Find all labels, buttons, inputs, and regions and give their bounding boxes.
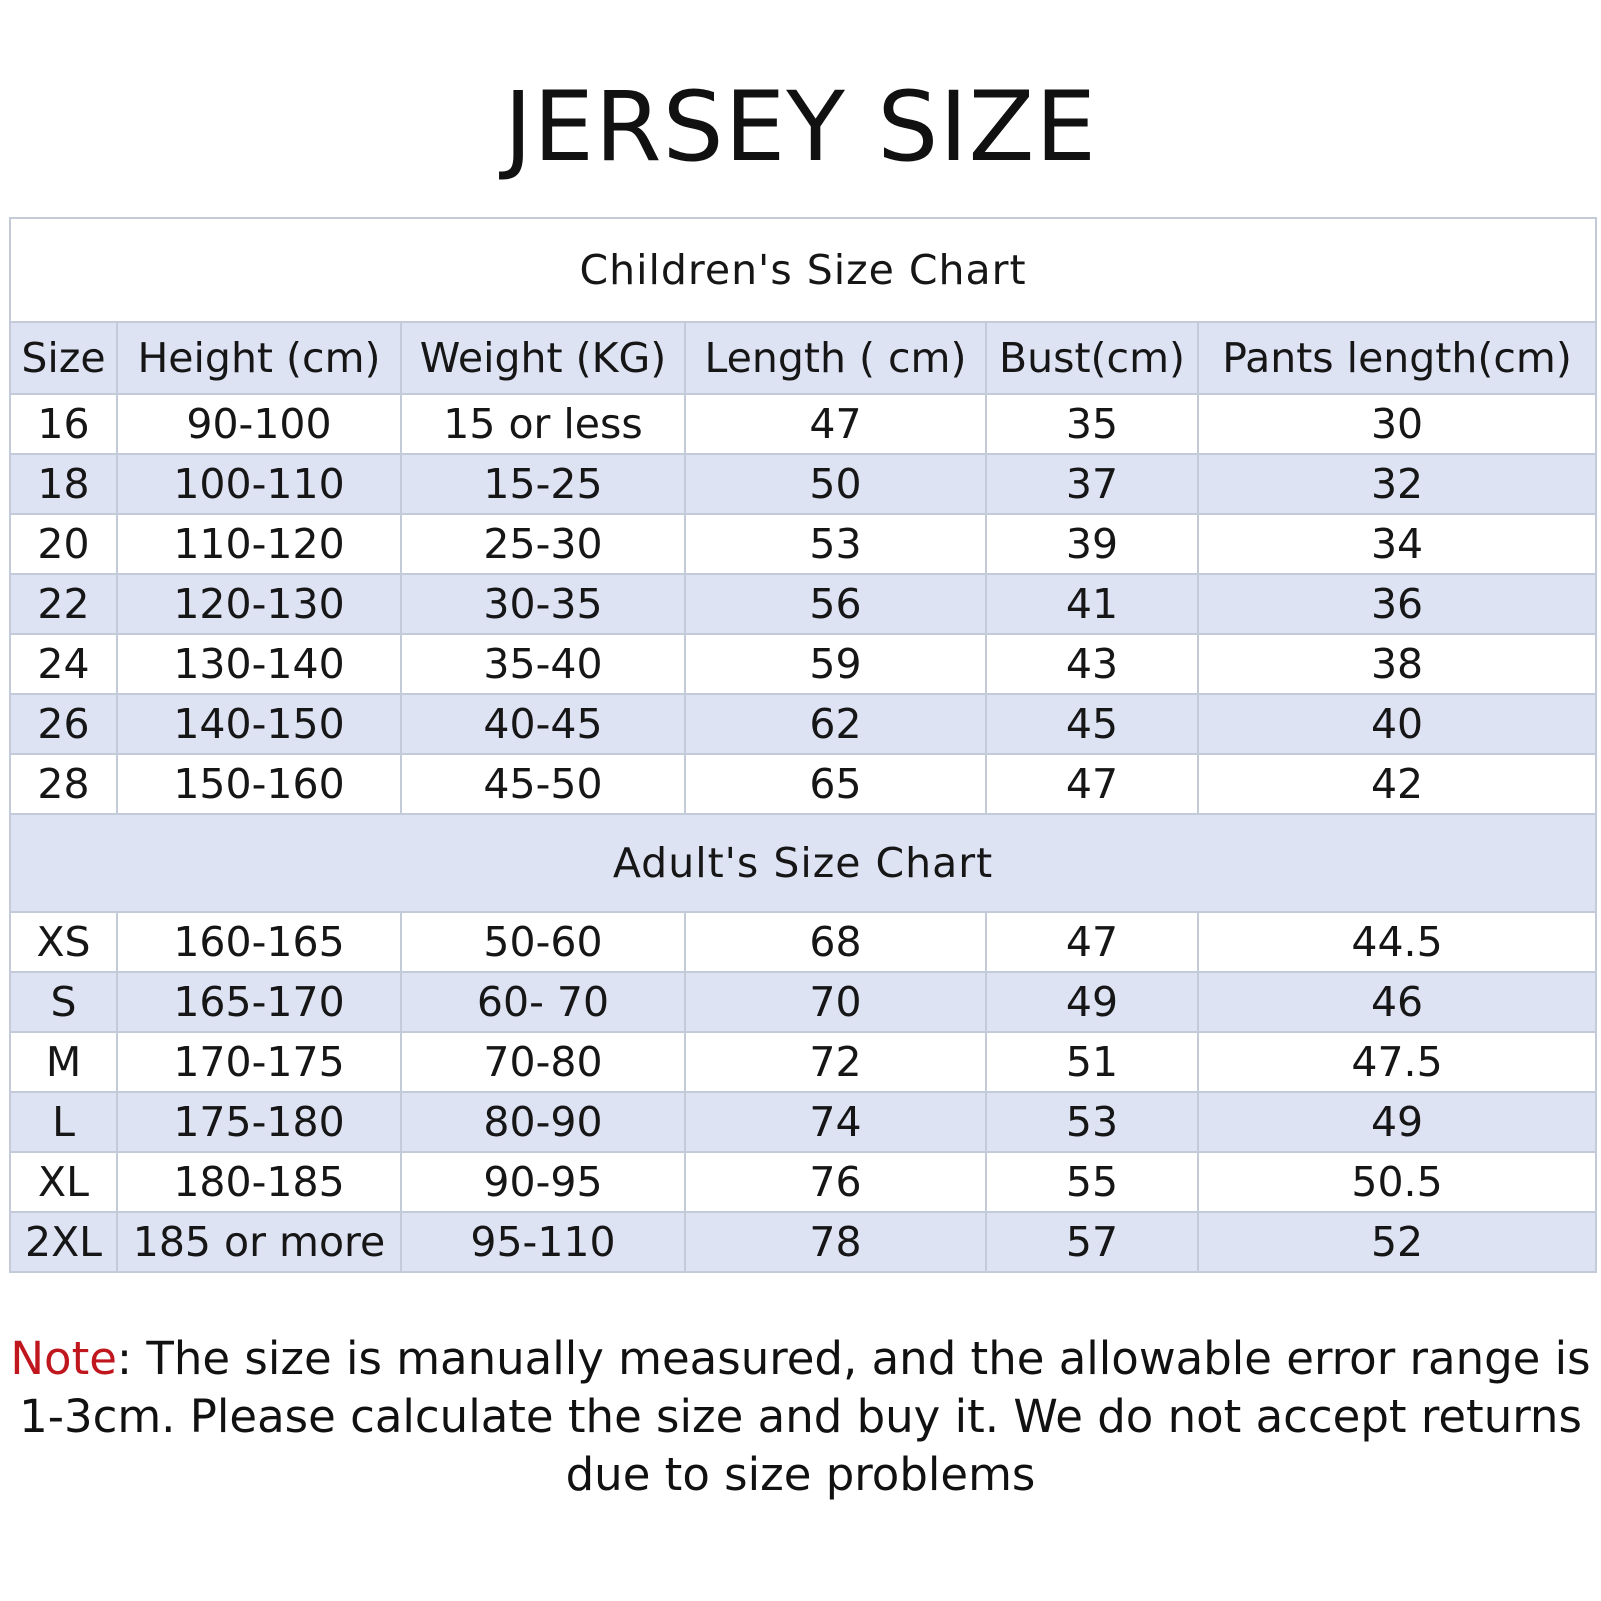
table-cell: 39 <box>986 514 1198 574</box>
table-cell: 90-95 <box>401 1152 685 1212</box>
table-cell: 47 <box>986 754 1198 814</box>
table-cell: 35-40 <box>401 634 685 694</box>
note-text: : The size is manually measured, and the allowable error range is 1-3cm. Please calculate the size and buy it. We do not accept returns due to size problems <box>19 1332 1591 1501</box>
table-cell: XL <box>10 1152 117 1212</box>
table-cell: 47.5 <box>1198 1032 1596 1092</box>
column-header-pants-length: Pants length(cm) <box>1198 322 1596 394</box>
table-cell: 45-50 <box>401 754 685 814</box>
table-row <box>10 1152 1596 1212</box>
table-cell: 40 <box>1198 694 1596 754</box>
table-cell: 35 <box>986 394 1198 454</box>
table-cell: 59 <box>685 634 986 694</box>
table-cell: 65 <box>685 754 986 814</box>
table-cell: 30 <box>1198 394 1596 454</box>
table-row <box>10 394 1596 454</box>
column-header-height: Height (cm) <box>117 322 401 394</box>
column-header-size: Size <box>10 322 117 394</box>
table-cell: 95-110 <box>401 1212 685 1272</box>
table-cell: 47 <box>685 394 986 454</box>
children-heading-row <box>10 218 1596 322</box>
table-row <box>10 634 1596 694</box>
table-cell: 72 <box>685 1032 986 1092</box>
table-cell: 51 <box>986 1032 1198 1092</box>
table-cell: 40-45 <box>401 694 685 754</box>
table-cell: 49 <box>986 972 1198 1032</box>
table-cell: 110-120 <box>117 514 401 574</box>
column-header-bust: Bust(cm) <box>986 322 1198 394</box>
adult-heading-row <box>10 814 1596 912</box>
table-row <box>10 454 1596 514</box>
table-row <box>10 972 1596 1032</box>
table-cell: L <box>10 1092 117 1152</box>
page-title: JERSEY SIZE <box>503 71 1098 183</box>
table-cell: 49 <box>1198 1092 1596 1152</box>
table-cell: 68 <box>685 912 986 972</box>
table-cell: 70 <box>685 972 986 1032</box>
table-cell: 37 <box>986 454 1198 514</box>
note-paragraph <box>0 1330 1601 1504</box>
table-cell: S <box>10 972 117 1032</box>
column-header-row <box>10 322 1596 394</box>
table-cell: 160-165 <box>117 912 401 972</box>
table-cell: 74 <box>685 1092 986 1152</box>
column-header-length: Length ( cm) <box>685 322 986 394</box>
table-cell: 45 <box>986 694 1198 754</box>
table-cell: 30-35 <box>401 574 685 634</box>
table-cell: 52 <box>1198 1212 1596 1272</box>
table-cell: 28 <box>10 754 117 814</box>
table-cell: 78 <box>685 1212 986 1272</box>
table-cell: 100-110 <box>117 454 401 514</box>
table-cell: 53 <box>986 1092 1198 1152</box>
column-header-weight: Weight (KG) <box>401 322 685 394</box>
table-row <box>10 1212 1596 1272</box>
table-cell: 170-175 <box>117 1032 401 1092</box>
size-chart-table <box>9 217 1597 1273</box>
note-label: Note <box>10 1332 117 1385</box>
table-cell: 56 <box>685 574 986 634</box>
table-cell: XS <box>10 912 117 972</box>
table-cell: 55 <box>986 1152 1198 1212</box>
table-row <box>10 694 1596 754</box>
table-cell: 185 or more <box>117 1212 401 1272</box>
table-cell: 43 <box>986 634 1198 694</box>
table-cell: 15 or less <box>401 394 685 454</box>
table-row <box>10 912 1596 972</box>
table-cell: 140-150 <box>117 694 401 754</box>
table-cell: 42 <box>1198 754 1596 814</box>
table-cell: 34 <box>1198 514 1596 574</box>
table-row <box>10 1092 1596 1152</box>
table-cell: 20 <box>10 514 117 574</box>
table-cell: 80-90 <box>401 1092 685 1152</box>
table-cell: 180-185 <box>117 1152 401 1212</box>
table-cell: 38 <box>1198 634 1596 694</box>
table-cell: 18 <box>10 454 117 514</box>
table-cell: 53 <box>685 514 986 574</box>
table-row <box>10 574 1596 634</box>
table-cell: 24 <box>10 634 117 694</box>
table-cell: 120-130 <box>117 574 401 634</box>
table-cell: 2XL <box>10 1212 117 1272</box>
table-cell: 165-170 <box>117 972 401 1032</box>
table-cell: 46 <box>1198 972 1596 1032</box>
children-rows <box>10 394 1596 814</box>
table-row <box>10 754 1596 814</box>
table-cell: 25-30 <box>401 514 685 574</box>
table-cell: 15-25 <box>401 454 685 514</box>
table-cell: 50 <box>685 454 986 514</box>
adult-section-heading: Adult's Size Chart <box>10 814 1596 912</box>
table-cell: 76 <box>685 1152 986 1212</box>
table-cell: 16 <box>10 394 117 454</box>
table-cell: 44.5 <box>1198 912 1596 972</box>
table-cell: 70-80 <box>401 1032 685 1092</box>
table-cell: 32 <box>1198 454 1596 514</box>
table-cell: 50.5 <box>1198 1152 1596 1212</box>
table-cell: 41 <box>986 574 1198 634</box>
table-cell: 50-60 <box>401 912 685 972</box>
children-section-heading: Children's Size Chart <box>10 218 1596 322</box>
table-row <box>10 514 1596 574</box>
table-cell: 90-100 <box>117 394 401 454</box>
table-cell: 36 <box>1198 574 1596 634</box>
table-cell: 175-180 <box>117 1092 401 1152</box>
table-cell: 22 <box>10 574 117 634</box>
table-row <box>10 1032 1596 1092</box>
table-cell: M <box>10 1032 117 1092</box>
table-cell: 57 <box>986 1212 1198 1272</box>
table-cell: 47 <box>986 912 1198 972</box>
table-cell: 150-160 <box>117 754 401 814</box>
adult-rows <box>10 912 1596 1272</box>
table-cell: 60- 70 <box>401 972 685 1032</box>
table-cell: 26 <box>10 694 117 754</box>
table-cell: 62 <box>685 694 986 754</box>
table-cell: 130-140 <box>117 634 401 694</box>
